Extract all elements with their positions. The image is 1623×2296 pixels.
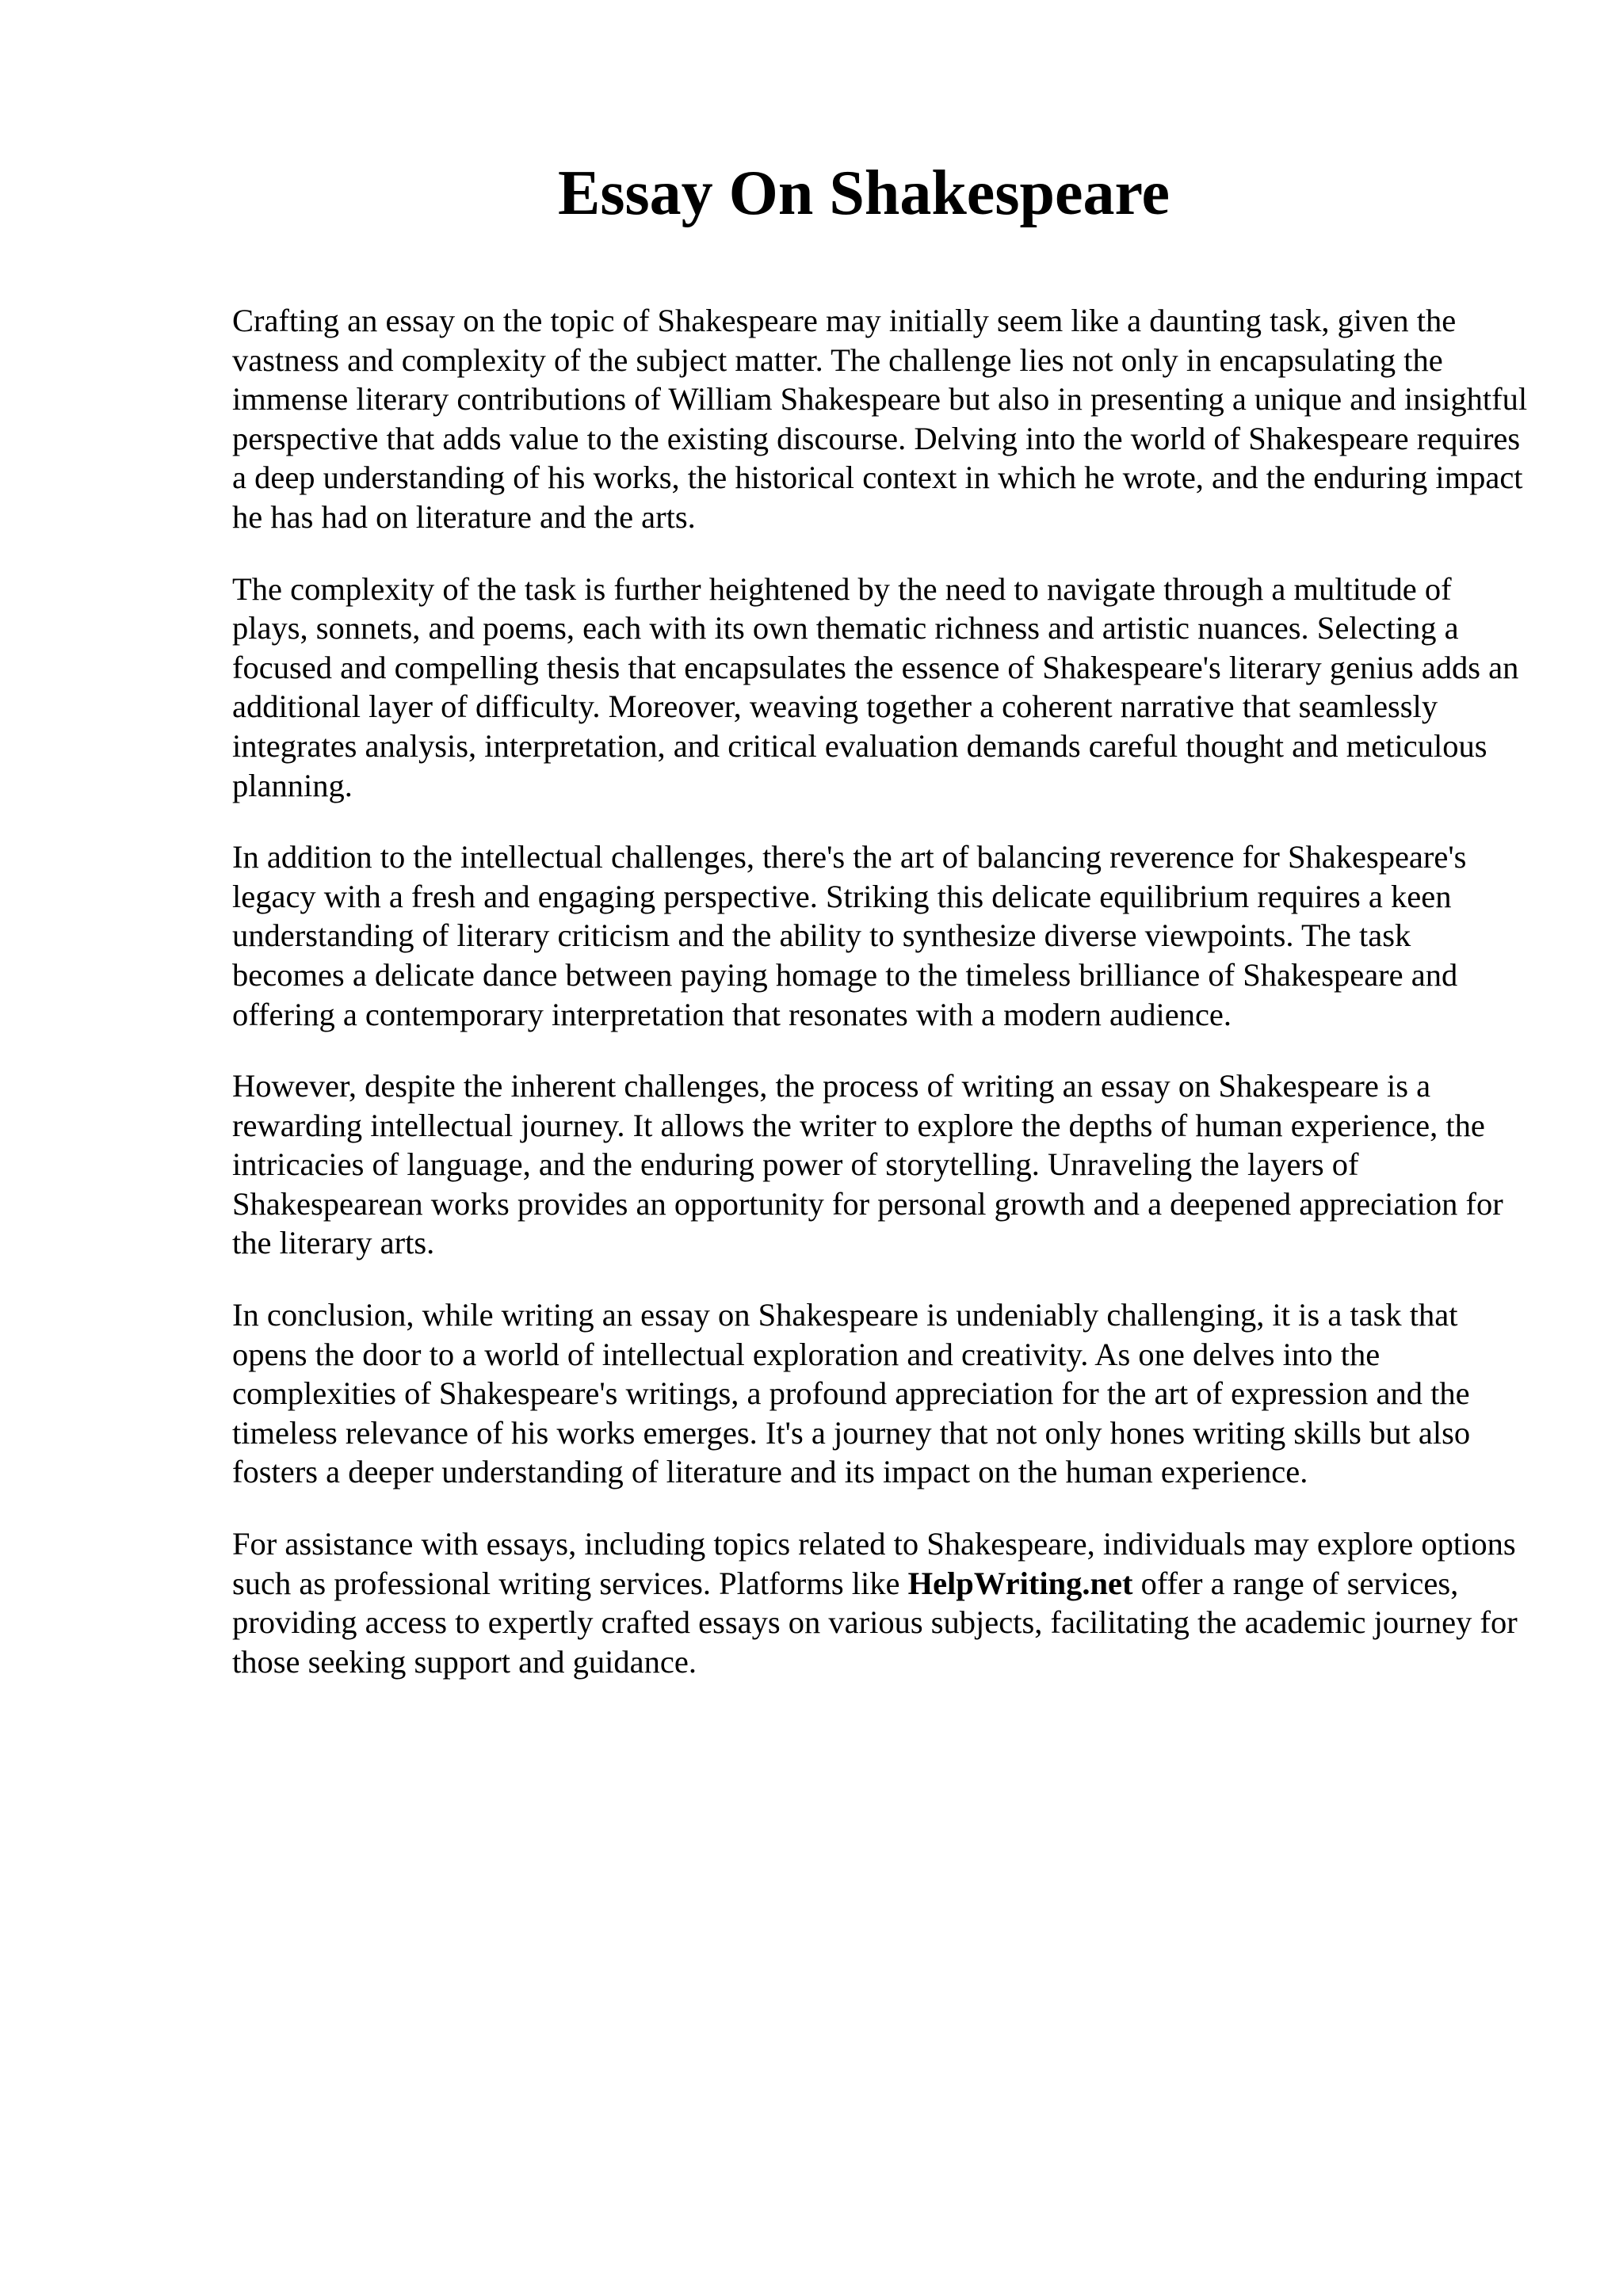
paragraph-intro: Crafting an essay on the topic of Shakespeare may initially seem like a daunting task, given the vastness and complexity of the subject matter. The challenge lies not only in encapsulating the immense literary contributions of William Shakespeare but also in presenting a unique and insightful perspective that adds value to the existing discourse. Delving into the world of Shakespeare requires a deep understanding of his works, the historical context in which he wrote, and the enduring impact he has had on literature and the arts. bbox=[232, 303, 1528, 535]
document-title: Essay On Shakespeare bbox=[557, 158, 1170, 228]
paragraph-balance: In addition to the intellectual challenges, there's the art of balancing reverence for Shakespeare's legacy with a fresh and engaging perspective. Striking this delicate equilibrium requires a keen understanding of literary criticism and the ability to synthesize diverse viewpoints. The task becomes a delicate dance between paying homage to the timeless brilliance of Shakespeare and offering a contemporary interpretation that resonates with a modern audience. bbox=[232, 839, 1467, 1032]
paragraph-complexity: The complexity of the task is further heightened by the need to navigate through a multitude of plays, sonnets, and poems, each with its own thematic richness and artistic nuances. Selecting a focused and compelling thesis that encapsulates the essence of Shakespeare's literary genius adds an additional layer of difficulty. Moreover, weaving together a coherent narrative that seamlessly integrates analysis, interpretation, and critical evaluation demands careful thought and meticulous planning. bbox=[232, 570, 1519, 803]
paragraph-rewarding: However, despite the inherent challenges, the process of writing an essay on Shakespeare is a rewarding intellectual journey. It allows the writer to explore the depths of human experience, the intricacies of language, and the enduring power of storytelling. Unraveling the layers of Shakespearean works provides an opportunity for personal growth and a deepened appreciation for the literary arts. bbox=[232, 1068, 1503, 1261]
assistance-text-before: For assistance with essays, including topics related to Shakespeare, individuals may explore options such as professional writing services. Platforms like bbox=[232, 1526, 1516, 1601]
document-body bbox=[232, 301, 1528, 1714]
assistance-text-after: offer a range of services, providing access to expertly crafted essays on various subjects, facilitating the academic journey for those seeking support and guidance. bbox=[232, 1565, 1518, 1680]
brand-name: HelpWriting.net bbox=[907, 1565, 1133, 1601]
paragraph-conclusion: In conclusion, while writing an essay on Shakespeare is undeniably challenging, it is a task that opens the door to a world of intellectual exploration and creativity. As one delves into the complexities of Shakespeare's writings, a profound appreciation for the art of expression and the timeless relevance of his works emerges. It's a journey that not only hones writing skills but also fosters a deeper understanding of literature and its impact on the human experience. bbox=[232, 1297, 1471, 1490]
paragraph-assistance bbox=[232, 1524, 1528, 1681]
